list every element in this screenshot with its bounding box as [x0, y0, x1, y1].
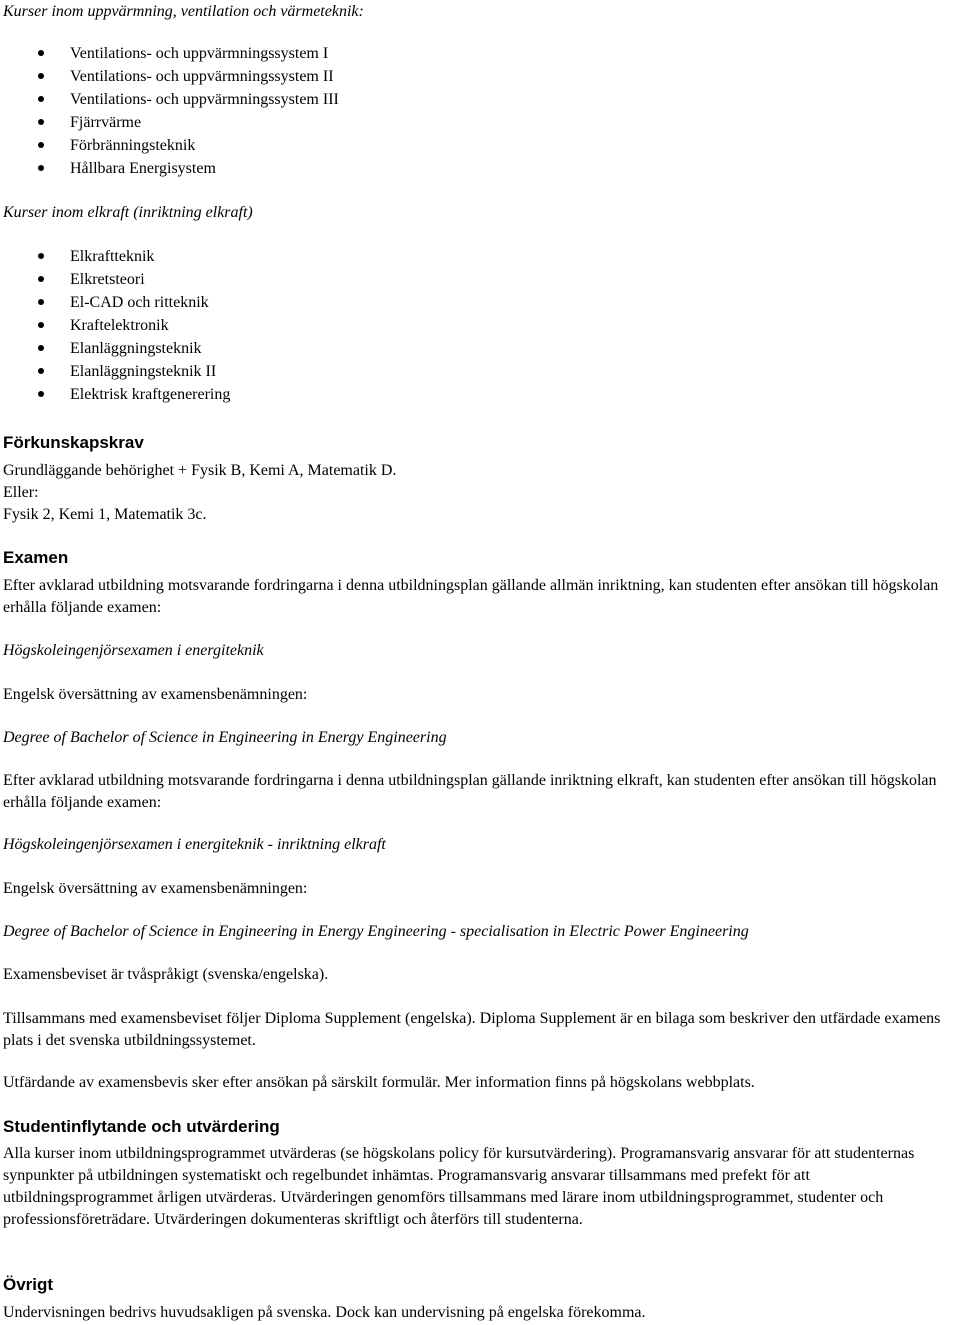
list-item: Elanläggningsteknik	[70, 337, 960, 360]
bullet-icon	[38, 276, 44, 282]
degree-title-1: Högskoleingenjörsexamen i energiteknik	[3, 642, 264, 659]
bullet-icon	[38, 73, 44, 79]
list-item: Elkretsteori	[70, 268, 960, 291]
bullet-icon	[38, 119, 44, 125]
other-paragraph: Undervisningen bedrivs huvudsakligen på svenska. Dock kan undervisning på engelska förekomma.	[3, 1304, 646, 1321]
exam-paragraph-1: Efter avklarad utbildning motsvarande fordringarna i denna utbildningsplan gällande allmän inriktning, kan studenten efter ansökan till högskolan erhålla följande examen:	[3, 577, 939, 616]
bullet-icon	[38, 391, 44, 397]
list-item: Elkraftteknik	[70, 245, 960, 268]
list-item: Elektrisk kraftgenerering	[70, 383, 960, 406]
english-degree-title-2: Degree of Bachelor of Science in Engineering in Energy Engineering - specialisation in Electric Power Engineering	[3, 923, 749, 940]
english-translation-label-1: Engelsk översättning av examensbenämningen:	[3, 686, 308, 703]
student-heading: Studentinflytande och utvärdering	[3, 1117, 280, 1136]
bullet-icon	[38, 96, 44, 102]
list-item: Ventilations- och uppvärmningssystem II	[70, 65, 960, 88]
english-translation-label-2: Engelsk översättning av examensbenämningen:	[3, 880, 308, 897]
heating-intro: Kurser inom uppvärmning, ventilation och värmeteknik:	[3, 3, 364, 20]
bullet-icon	[38, 299, 44, 305]
list-item: Ventilations- och uppvärmningssystem III	[70, 88, 960, 111]
bullet-icon	[38, 253, 44, 259]
other-heading: Övrigt	[3, 1275, 54, 1294]
elkraft-course-list	[0, 245, 960, 406]
prereq-line-2: Eller:	[3, 484, 39, 501]
english-degree-title-1: Degree of Bachelor of Science in Engineering in Energy Engineering	[3, 729, 447, 746]
prereq-line-3: Fysik 2, Kemi 1, Matematik 3c.	[3, 506, 207, 523]
heating-course-list	[0, 42, 960, 180]
list-item: Kraftelektronik	[70, 314, 960, 337]
bullet-icon	[38, 165, 44, 171]
bullet-icon	[38, 322, 44, 328]
prereq-heading: Förkunskapskrav	[3, 433, 144, 452]
exam-paragraph-2: Efter avklarad utbildning motsvarande fordringarna i denna utbildningsplan gällande inriktning elkraft, kan studenten efter ansökan till högskolan erhålla följande examen:	[3, 772, 937, 811]
prereq-line-1: Grundläggande behörighet + Fysik B, Kemi A, Matematik D.	[3, 462, 397, 479]
list-item: Ventilations- och uppvärmningssystem I	[70, 42, 960, 65]
bullet-icon	[38, 368, 44, 374]
bullet-icon	[38, 50, 44, 56]
list-item: Hållbara Energisystem	[70, 157, 960, 180]
list-item: Fjärrvärme	[70, 111, 960, 134]
exam-paragraph-5: Utfärdande av examensbevis sker efter ansökan på särskilt formulär. Mer information finns på högskolans webbplats.	[3, 1074, 755, 1091]
bullet-icon	[38, 345, 44, 351]
student-paragraph: Alla kurser inom utbildningsprogrammet utvärderas (se högskolans policy för kursutvärdering). Programansvarig ansvarar för att studenternas synpunkter på utbildningen systematiskt och regelbundet inhämtas. Programansvarig ansvarar tillsammans med prefekt för att utbildningsprogrammet årligen utvärderas. Utvärderingen genomförs tillsammans med lärare inom utbildningsprogrammet, studenter och professionsföreträdare. Utvärderingen dokumenteras skriftligt och återförs till studenterna.	[3, 1145, 915, 1228]
bullet-icon	[38, 142, 44, 148]
list-item: Elanläggningsteknik II	[70, 360, 960, 383]
exam-heading: Examen	[3, 548, 69, 567]
degree-title-2: Högskoleingenjörsexamen i energiteknik - inriktning elkraft	[3, 836, 386, 853]
elkraft-intro: Kurser inom elkraft (inriktning elkraft)	[3, 204, 253, 221]
list-item: El-CAD och ritteknik	[70, 291, 960, 314]
list-item: Förbränningsteknik	[70, 134, 960, 157]
exam-paragraph-4: Tillsammans med examensbeviset följer Diploma Supplement (engelska). Diploma Supplement är en bilaga som beskriver den utfärdade examens plats i det svenska utbildningssystemet.	[3, 1010, 941, 1049]
exam-paragraph-3: Examensbeviset är tvåspråkigt (svenska/engelska).	[3, 966, 329, 983]
